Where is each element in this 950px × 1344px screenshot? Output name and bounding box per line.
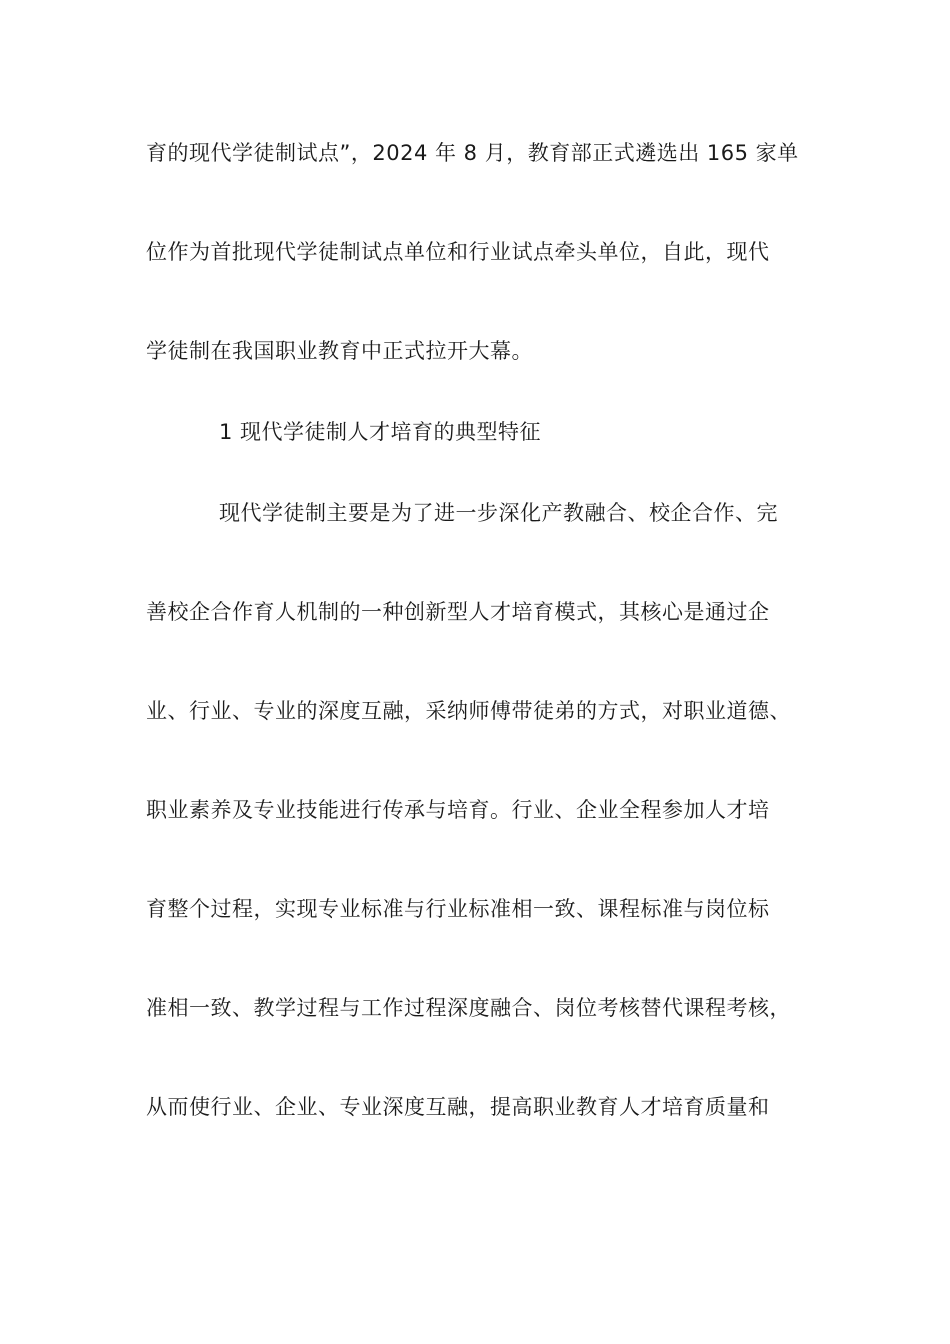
paragraph-line: 现代学徒制主要是为了进一步深化产教融合、校企合作、完	[219, 501, 778, 525]
paragraph-line: 育的现代学徒制试点”，2024 年 8 月，教育部正式遴选出 165 家单	[146, 141, 799, 165]
paragraph-line: 学徒制在我国职业教育中正式拉开大幕。	[146, 339, 533, 363]
paragraph-line: 业、行业、专业的深度互融，采纳师傅带徒弟的方式，对职业道德、	[146, 699, 791, 723]
paragraph-line: 从而使行业、企业、专业深度互融，提高职业教育人才培育质量和	[146, 1095, 770, 1119]
paragraph-line: 善校企合作育人机制的一种创新型人才培育模式，其核心是通过企	[146, 600, 770, 624]
section-heading: 1 现代学徒制人才培育的典型特征	[219, 420, 542, 444]
paragraph-line: 准相一致、教学过程与工作过程深度融合、岗位考核替代课程考核，	[146, 996, 791, 1020]
paragraph-line: 育整个过程，实现专业标准与行业标准相一致、课程标准与岗位标	[146, 897, 770, 921]
paragraph-line: 位作为首批现代学徒制试点单位和行业试点牵头单位，自此，现代	[146, 240, 770, 264]
paragraph-line: 职业素养及专业技能进行传承与培育。行业、企业全程参加人才培	[146, 798, 770, 822]
